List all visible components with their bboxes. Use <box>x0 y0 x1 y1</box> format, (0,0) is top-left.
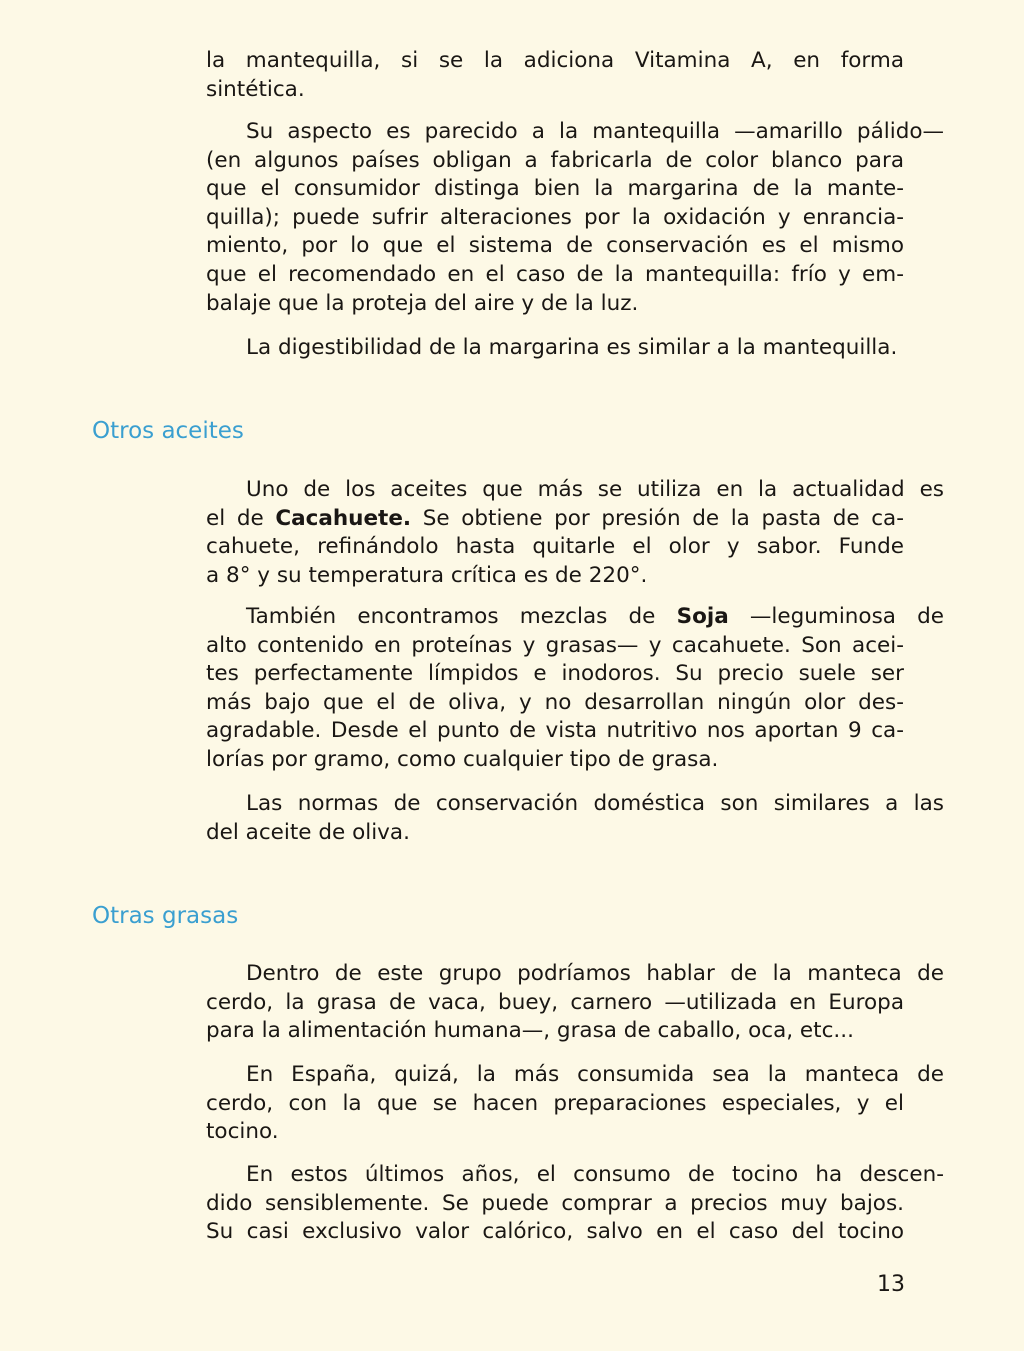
text-line: En estos últimos años, el consumo de tocino ha descen- <box>246 1162 944 1187</box>
text-line: balaje que la proteja del aire y de la luz. <box>206 290 639 316</box>
text-line: La digestibilidad de la margarina es similar a la mantequilla. <box>246 335 898 360</box>
text-line: alto contenido en proteínas y grasas— y cacahuete. Son acei- <box>206 632 904 658</box>
section-heading-otras-grasas: Otras grasas <box>92 903 239 929</box>
grupo-paragraph <box>206 960 944 1046</box>
normas-paragraph <box>206 790 944 847</box>
text-line: que el consumidor distinga bien la margarina de la mante- <box>206 176 904 202</box>
text-fragment: el de <box>206 505 276 531</box>
text-line: agradable. Desde el punto de vista nutritivo nos aportan 9 ca- <box>206 718 904 744</box>
text-line: más bajo que el de oliva, y no desarrollan ningún olor des- <box>206 689 904 715</box>
aspecto-paragraph <box>206 118 944 318</box>
text-line: para la alimentación humana—, grasa de caballo, oca, etc... <box>206 1018 854 1044</box>
text-line: del aceite de oliva. <box>206 819 410 845</box>
text-line: Dentro de este grupo podríamos hablar de la manteca de <box>246 961 944 986</box>
text-line: (en algunos países obligan a fabricarla de color blanco para <box>206 147 904 173</box>
tocino-paragraph <box>206 1161 944 1247</box>
digestibilidad-paragraph <box>206 334 904 363</box>
text-line: cerdo, con la que se hacen preparaciones especiales, y el <box>206 1090 904 1116</box>
text-fragment: Se obtiene por presión de la pasta de ca- <box>411 505 904 531</box>
text-line: tes perfectamente límpidos e inodoros. Su precio suele ser <box>206 661 904 687</box>
text-line: miento, por lo que el sistema de conservación es el mismo <box>206 233 904 259</box>
text-line: la mantequilla, si se la adiciona Vitamina A, en forma <box>206 48 904 73</box>
bold-term: Cacahuete. <box>275 505 412 531</box>
page-number: 13 <box>877 1272 905 1297</box>
text-line: En España, quizá, la más consumida sea la manteca de <box>246 1062 944 1087</box>
text-line: Su aspecto es parecido a la mantequilla —amarillo pálido— <box>246 119 944 144</box>
text-line: cerdo, la grasa de vaca, buey, carnero —utilizada en Europa <box>206 989 904 1015</box>
text-line: Las normas de conservación doméstica son similares a las <box>246 791 944 816</box>
text-line: lorías por gramo, como cualquier tipo de grasa. <box>206 746 719 772</box>
text-line: tocino. <box>206 1119 279 1145</box>
soja-paragraph <box>206 603 944 775</box>
intro-paragraph <box>206 47 904 104</box>
cacahuete-paragraph <box>206 476 944 590</box>
text-fragment: También encontramos mezclas de <box>246 604 677 629</box>
text-fragment: —leguminosa de <box>728 604 944 629</box>
bold-term: Soja <box>676 604 729 629</box>
text-line: que el recomendado en el caso de la mantequilla: frío y em- <box>206 261 904 287</box>
espana-paragraph <box>206 1061 944 1147</box>
text-line: a 8° y su temperatura crítica es de 220°. <box>206 562 648 588</box>
text-line: quilla); puede sufrir alteraciones por la oxidación y enrancia- <box>206 204 904 230</box>
text-line <box>206 603 944 632</box>
text-line: dido sensiblemente. Se puede comprar a precios muy bajos. <box>206 1190 904 1216</box>
text-line: sintética. <box>206 76 305 102</box>
text-line <box>206 505 904 534</box>
section-heading-otros-aceites: Otros aceites <box>92 418 244 444</box>
text-line: Uno de los aceites que más se utiliza en la actualidad es <box>246 477 944 502</box>
text-line: cahuete, refinándolo hasta quitarle el olor y sabor. Funde <box>206 534 904 560</box>
text-line: Su casi exclusivo valor calórico, salvo en el caso del tocino <box>206 1219 904 1245</box>
